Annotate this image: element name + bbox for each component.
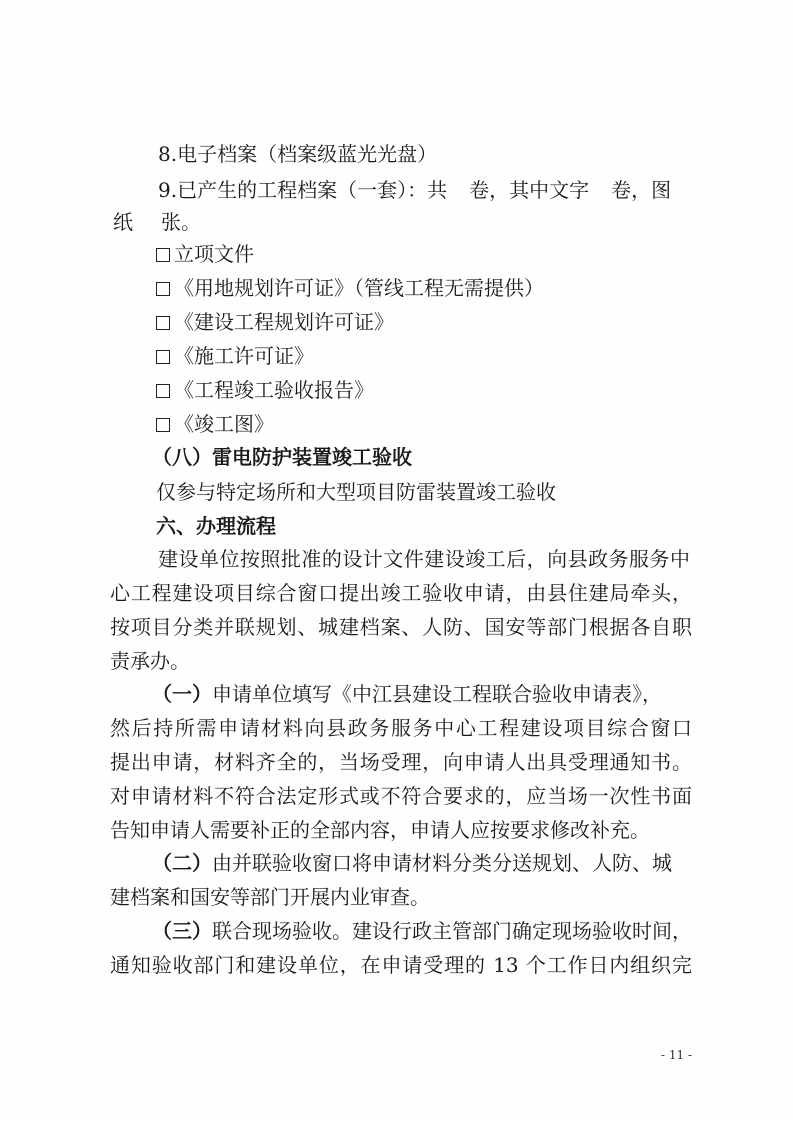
item-9-mid2: 卷，图: [611, 178, 672, 202]
step-2-text: 由并联验收窗口将申请材料分类分送规划、人防、城: [212, 851, 672, 875]
step-1-line: 然后持所需申请材料向县政务服务中心工程建设项目综合窗口: [110, 716, 692, 740]
section-8-heading: （八）雷电防护装置竣工验收: [152, 445, 412, 469]
item-9-cont-b: 张。: [161, 210, 201, 234]
checklist-item-label: 《竣工图》: [174, 412, 274, 436]
step-2-line: 建档案和国安等部门开展内业审查。: [110, 885, 430, 909]
checklist-item-label: 《建设工程规划许可证》: [174, 310, 394, 334]
intro-line-3: 按项目分类并联规划、城建档案、人防、国安等部门根据各自职: [110, 615, 692, 639]
step-1-text: 申请单位填写《中江县建设工程联合验收申请表》，: [212, 682, 662, 706]
checkbox-icon: [156, 418, 170, 432]
step-1-line: 告知申请人需要补正的全部内容，申请人应按要求修改补充。: [110, 818, 650, 842]
checklist-item: [156, 410, 274, 438]
step-2-first-line: [152, 849, 690, 877]
item-8: 8.电子档案（档案级蓝光光盘）: [158, 142, 438, 166]
checklist-item-label: 《工程竣工验收报告》: [174, 378, 374, 402]
checklist-item-label: 立项文件: [174, 242, 254, 266]
step-1-label: （一）: [152, 682, 212, 706]
step-1-first-line: [152, 680, 690, 708]
checklist-item: [156, 308, 394, 336]
step-1-line: 提出申请，材料齐全的，当场受理，向申请人出具受理通知书。: [110, 750, 692, 774]
page-number: - 11 -: [661, 1048, 693, 1062]
step-3-first-line: [152, 917, 690, 945]
intro-line-4: 责承办。: [110, 649, 190, 673]
checklist-item: [156, 342, 314, 370]
checkbox-icon: [156, 248, 170, 262]
intro-line-1: 建设单位按照批准的设计文件建设竣工后，向县政务服务中: [158, 547, 690, 571]
step-3-label: （三）: [152, 919, 212, 943]
checkbox-icon: [156, 282, 170, 296]
item-9-cont-a: 纸: [113, 210, 133, 234]
step-2-label: （二）: [152, 851, 212, 875]
checkbox-icon: [156, 316, 170, 330]
checkbox-icon: [156, 384, 170, 398]
step-3-text: 联合现场验收。建设行政主管部门确定现场验收时间，: [212, 919, 692, 943]
section-8-text: 仅参与特定场所和大型项目防雷装置竣工验收: [156, 480, 556, 504]
item-9-mid1: 卷，其中文字: [469, 178, 590, 202]
intro-line-2: 心工程建设项目综合窗口提出竣工验收申请，由县住建局牵头，: [110, 581, 692, 605]
checklist-item: [156, 376, 374, 404]
checklist-item-label: 《用地规划许可证》（管线工程无需提供）: [174, 276, 544, 300]
step-3-line: 通知验收部门和建设单位，在申请受理的 13 个工作日内组织完: [110, 953, 692, 977]
step-1-line: 对申请材料不符合法定形式或不符合要求的，应当场一次性书面: [110, 784, 692, 808]
checklist-item: [156, 240, 254, 268]
item-9-prefix: 9.已产生的工程档案（一套）：共: [158, 178, 448, 202]
checklist-item-label: 《施工许可证》: [174, 344, 314, 368]
checklist-item: [156, 274, 544, 302]
item-9-continuation: [113, 208, 201, 236]
checkbox-icon: [156, 350, 170, 364]
section-6-heading: 六、办理流程: [156, 514, 276, 538]
item-9: [158, 176, 671, 204]
